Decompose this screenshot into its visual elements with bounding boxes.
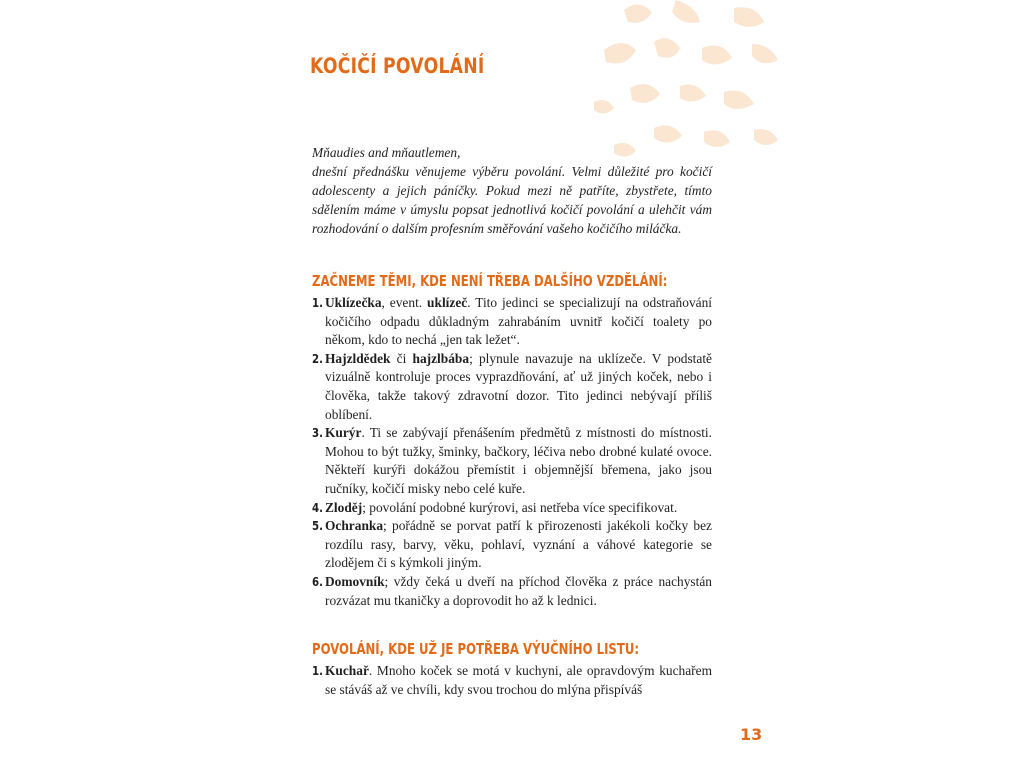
item-term-alt: uklízeč xyxy=(427,295,468,310)
intro-text: dnešní přednášku věnujeme výběru povolání. Velmi důležité pro kočičí adolescenty a jejich páníčky. Pokud mezi ně patříte, zbystřete, tímto sdělením máme v úmyslu popsat jednotlivá kočičí povolání a ulehčit vám rozhodování o dalším profesním směřování vašeho kočičího miláčka. xyxy=(312,164,712,236)
list-item xyxy=(312,517,712,573)
list-item xyxy=(312,424,712,498)
section-heading: ZAČNEME TĚMI, KDE NENÍ TŘEBA DALŠÍHO VZDĚLÁNÍ: xyxy=(312,272,668,290)
item-connector: , event. xyxy=(381,295,428,310)
item-term: Kurýr xyxy=(325,425,362,441)
list-item xyxy=(312,499,712,518)
item-description: ; vždy čeká u dveří na příchod člověka z práce nachystán rozvázat mu tkaničky a doprovodit ho až k lednici. xyxy=(325,573,712,608)
item-term: Uklízečka xyxy=(325,295,382,310)
list-item xyxy=(312,662,712,699)
item-description: . Ti se zabývají přenášením předmětů z místnosti do místnosti. Mohou to být tužky, šminky, bačkory, léčiva nebo drobné kulaté ovoce. Někteří kurýři dokážou přemístit i objemnější břemena, jako jsou ručníky, kočičí misky nebo celé kuře. xyxy=(325,425,712,496)
list-item xyxy=(312,573,712,610)
item-description: ; pořádně se porvat patří k přirozenosti jakékoli kočky bez rozdílu rasy, barvy, věku, pohlaví, vyznání a váhové kategorie se zlodějem či s kýmkoli jiným. xyxy=(325,518,712,571)
item-description: . Mnoho koček se motá v kuchyni, ale opravdovým kuchařem se stáváš až ve chvíli, kdy svou trochou do mlýna přispíváš xyxy=(325,663,712,697)
item-number: 5. xyxy=(312,519,323,534)
item-term-alt: hajzlbába xyxy=(412,350,470,366)
item-number: 6. xyxy=(312,574,323,589)
section-no-education xyxy=(312,272,712,610)
chapter-title: KOČIČÍ POVOLÁNÍ xyxy=(310,54,485,78)
list-item xyxy=(312,350,712,424)
intro-greeting: Mňaudies and mňautlemen, xyxy=(312,145,461,160)
book-page xyxy=(260,0,784,768)
occupation-list xyxy=(312,294,712,610)
item-number: 3. xyxy=(312,426,323,441)
list-item xyxy=(312,294,712,350)
item-description: ; plynule navazuje na uklízeče. V podstatě vizuálně kontroluje proces vyprazdňování, ať už jiných koček, nebo i člověka, takže takový zdravotní dozor. Tito jedinci nebývají příliš oblíbení. xyxy=(325,350,712,422)
section-heading: POVOLÁNÍ, KDE UŽ JE POTŘEBA VÝUČNÍHO LISTU: xyxy=(312,640,640,658)
page-number: 13 xyxy=(740,725,763,744)
item-connector: či xyxy=(390,350,413,366)
item-term: Ochranka xyxy=(325,518,384,534)
occupation-list xyxy=(312,662,712,699)
item-term: Zloděj xyxy=(325,499,363,515)
item-term: Domovník xyxy=(325,573,385,589)
section-apprenticeship xyxy=(312,640,712,699)
item-term: Kuchař xyxy=(325,663,369,678)
item-description: ; povolání podobné kurýrovi, asi netřeba více specifikovat. xyxy=(362,499,678,515)
item-number: 1. xyxy=(312,296,323,310)
item-number: 1. xyxy=(312,664,323,678)
item-number: 2. xyxy=(312,351,323,366)
intro-paragraph xyxy=(312,143,712,238)
item-number: 4. xyxy=(312,500,323,515)
item-term: Hajzldědek xyxy=(325,350,391,366)
item-description: . Tito jedinci se specializují na odstraňování kočičího odpadu důkladným zahrabáním uvnitř kočičí toalety po někom, kdo to nechá „jen tak ležet“. xyxy=(325,295,712,348)
